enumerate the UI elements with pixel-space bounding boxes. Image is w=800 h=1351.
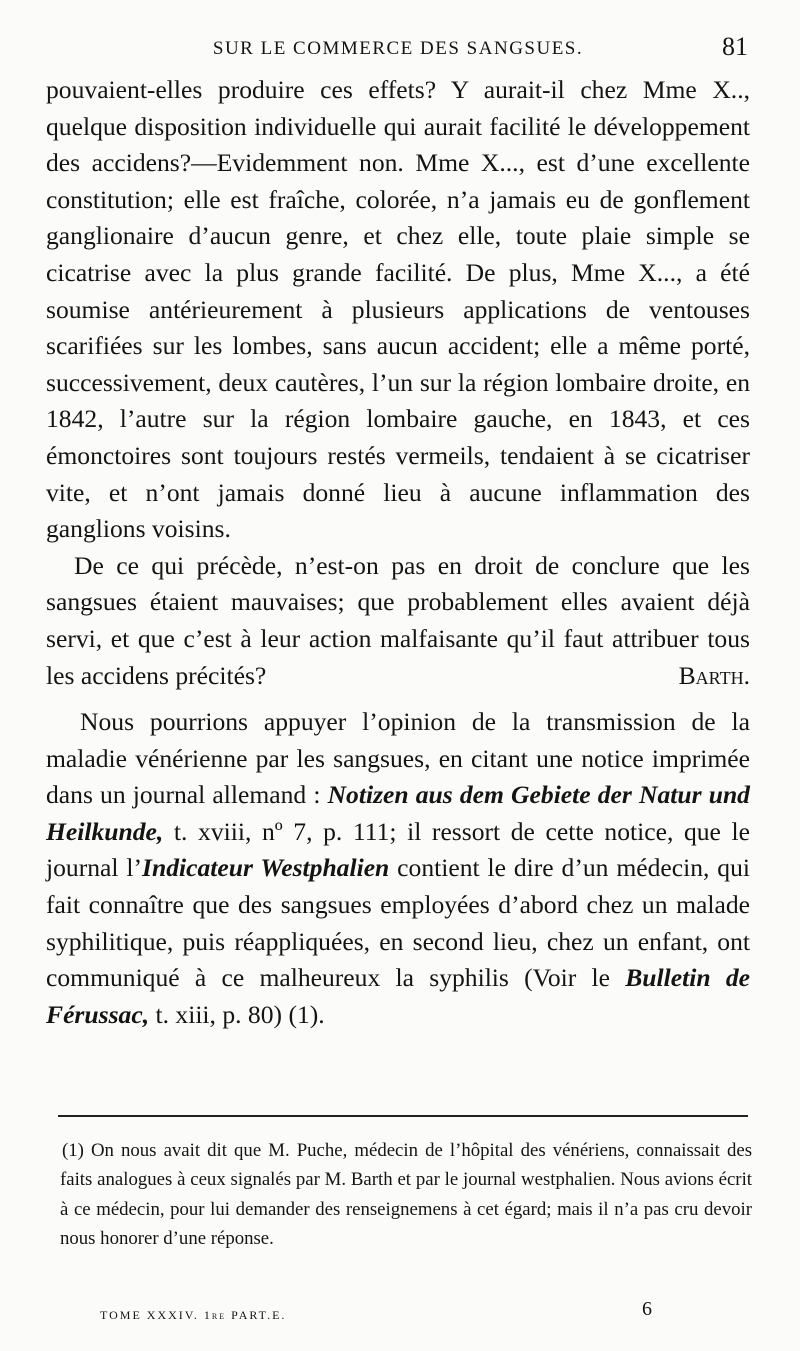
journal-title-notizen: Notizen aus dem Gebiete der Natur und Heilkunde, xyxy=(46,780,750,846)
running-head xyxy=(42,32,754,72)
author-signature: Barth. xyxy=(678,660,750,690)
journal-title-indicateur: Indicateur Westphalien xyxy=(142,853,390,883)
footnote: (1) On nous avait dit que M. Puche, médecin de l’hôpital des vénériens, connaissait des faits analogues à ceux signalés par M. Barth et par le journal westphalien. Nous avions écrit à ce médecin, pour lui demander des renseignemens à cet égard; mais il n’a pas cru devoir nous honorer d’une réponse. xyxy=(60,1140,752,1250)
paragraph-2-text: De ce qui précède, n’est-on pas en droit de conclure que les sangsues étaient mauvaises; que probablement elles avaient déjà servi, et que c’est à leur action malfaisante qu’il faut attribuer tous les accidens précités? xyxy=(46,550,750,690)
page-number: 81 xyxy=(722,32,748,61)
body-text xyxy=(46,72,750,1033)
printer-signature-mark: TOME XXXIV. 1re PART.E. xyxy=(100,1308,287,1322)
paragraph-3 xyxy=(46,704,750,1033)
paragraph-3-text-c: contient le dire d’un médecin, qui fait connaître que des sangsues employées d’abord chez un malade syphilitique, puis réappliquées, en second lieu, chez un enfant, ont communiqué à ce malheureux la syphilis (Voir le xyxy=(46,853,750,993)
printer-signature-number: 6 xyxy=(642,1298,652,1320)
paragraph-2 xyxy=(46,548,750,694)
paragraph-3-text-a: Nous pourrions appuyer l’opinion de la transmission de la maladie vénérienne par les sangsues, en citant une notice imprimée dans un journal allemand : xyxy=(46,707,750,810)
footnote-rule xyxy=(58,1115,748,1117)
running-title: SUR LE COMMERCE DES SANGSUES. xyxy=(212,38,584,59)
paragraph-3-text-d: t. xiii, p. 80) (1). xyxy=(149,999,325,1029)
printer-signature-line xyxy=(100,1298,700,1330)
paragraph-3-text-b: t. xviii, nº 7, p. 111; il ressort de cette notice, que le journal l’ xyxy=(46,816,750,883)
paragraph-1: pouvaient-elles produire ces effets? Y aurait-il chez Mme X.., quelque disposition individuelle qui aurait facilité le développement des accidens?—Evidemment non. Mme X..., est d’une excellente constitution; elle est fraîche, colorée, n’a jamais eu de gonflement ganglionaire d’aucun genre, et chez elle, toute plaie simple se cicatrise avec la plus grande facilité. De plus, Mme X..., a été soumise antérieurement à plusieurs applications de ventouses scarifiées sur les lombes, sans aucun accident; elle a même porté, successivement, deux cautères, l’un sur la région lombaire droite, en 1842, l’autre sur la région lombaire gauche, en 1843, et ces émonctoires sont toujours restés vermeils, tendaient à se cicatriser vite, et n’ont jamais donné lieu à aucune inflammation des ganglions voisins. xyxy=(46,75,750,544)
journal-title-bulletin: Bulletin de Férussac, xyxy=(46,963,750,1029)
